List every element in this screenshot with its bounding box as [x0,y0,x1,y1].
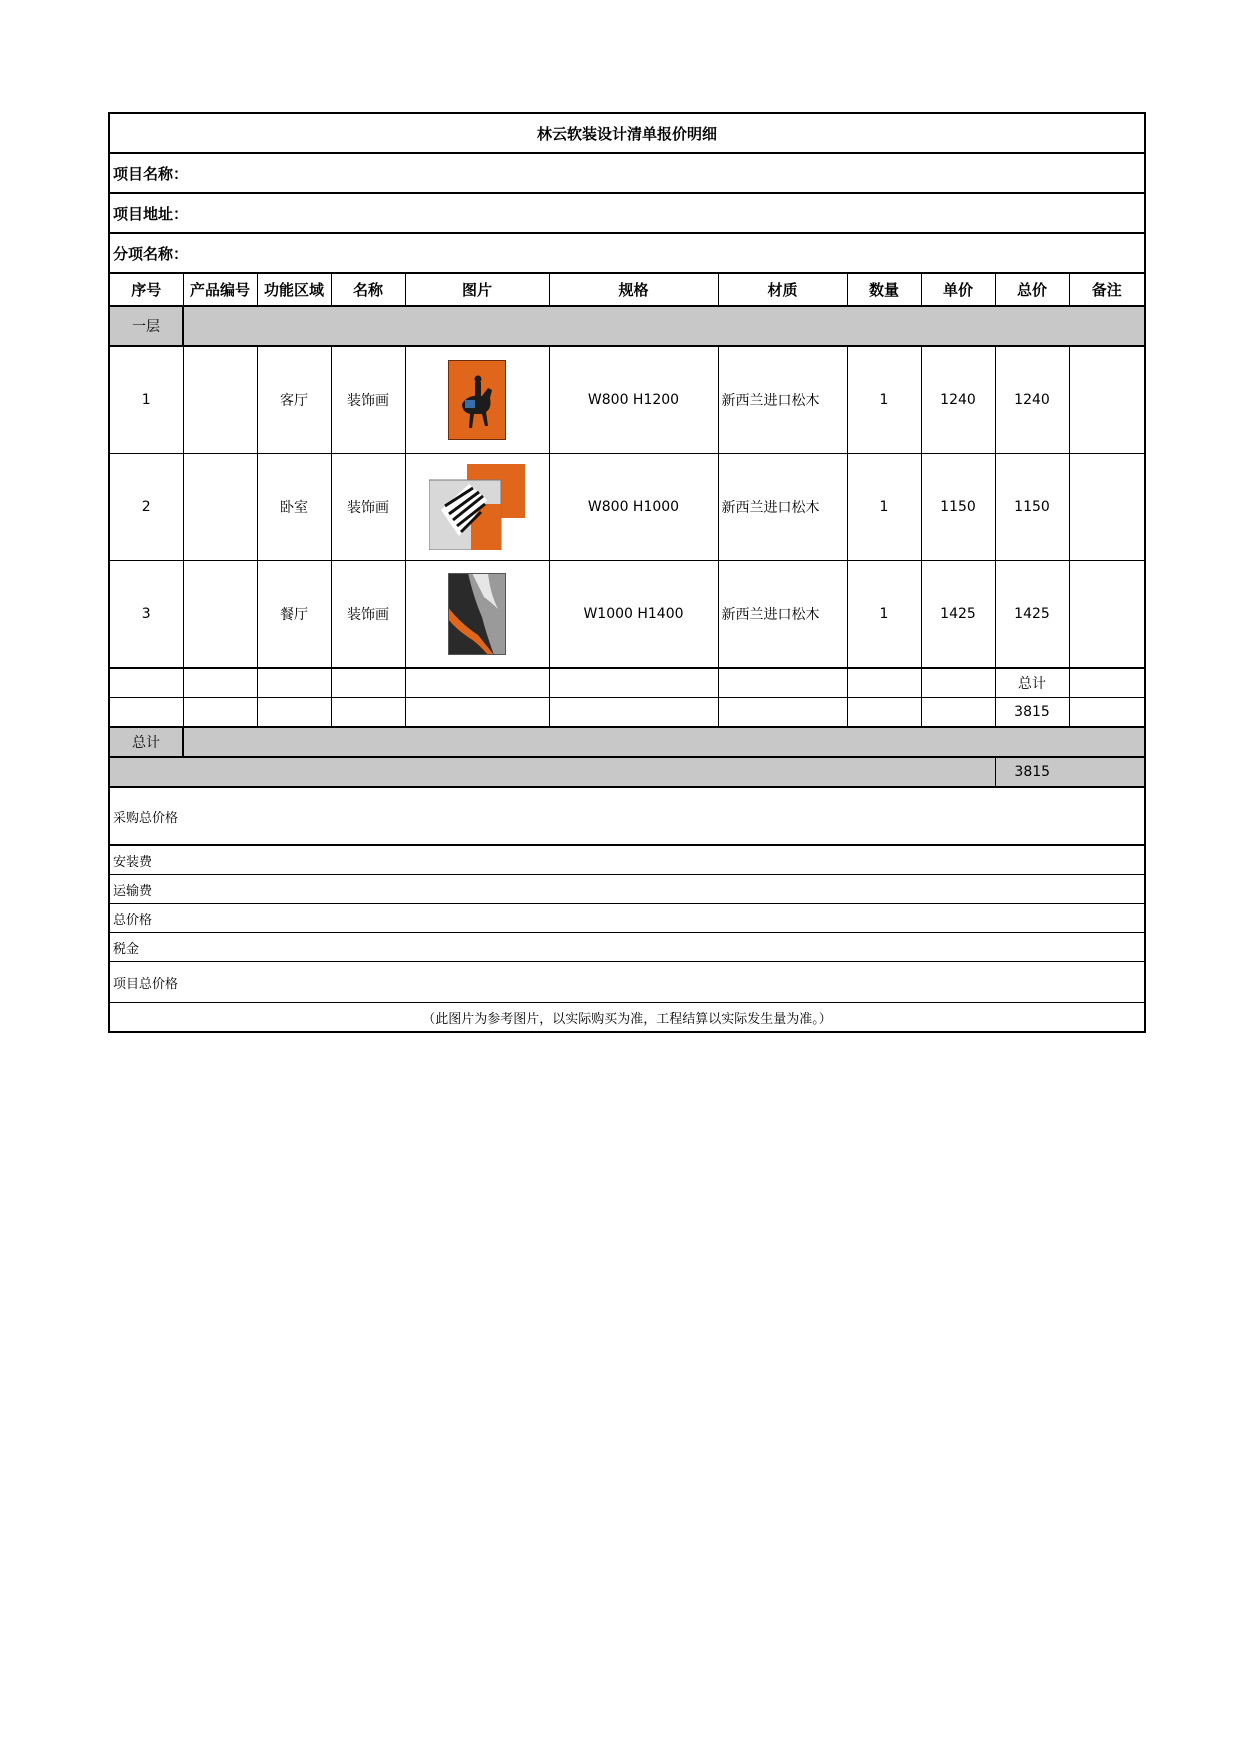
document-title: 林云软装设计清单报价明细 [109,113,1145,153]
total-label: 总计 [109,727,183,757]
row-material: 新西兰进口松木 [718,346,847,454]
total-value: 3815 [995,757,1069,787]
quotation-table [108,112,1146,1033]
header-row [109,273,1145,306]
header-unit-price: 单价 [921,273,995,306]
row-spec: W800 H1200 [549,346,718,454]
tax-row: 税金 [109,933,1145,962]
row-name: 装饰画 [331,346,405,454]
row-unit-price: 1150 [921,454,995,561]
header-code: 产品编号 [183,273,257,306]
header-material: 材质 [718,273,847,306]
row-total: 1425 [995,561,1069,669]
row-spec: W1000 H1400 [549,561,718,669]
row-note [1069,346,1145,454]
table-row [109,346,1145,454]
row-code [183,346,257,454]
horse-rider-painting-image [448,360,506,440]
row-image [405,346,549,454]
total-price-row: 总价格 [109,904,1145,933]
floor-band [183,306,1145,346]
row-qty: 1 [847,346,921,454]
header-total: 总价 [995,273,1069,306]
row-total: 1150 [995,454,1069,561]
subtotal-label-row [109,668,1145,698]
row-no: 3 [109,561,183,669]
quotation-sheet [108,112,1144,1033]
row-name: 装饰画 [331,561,405,669]
header-note: 备注 [1069,273,1145,306]
header-area: 功能区域 [257,273,331,306]
shipping-fee-row: 运输费 [109,875,1145,904]
sub-item-field: 分项名称： [109,233,1145,273]
row-image [405,454,549,561]
landscape-painting-image [448,573,506,655]
row-qty: 1 [847,561,921,669]
row-name: 装饰画 [331,454,405,561]
zebra-painting-image [429,464,525,550]
project-address-field: 项目地址： [109,193,1145,233]
reference-note: （此图片为参考图片，以实际购买为准，工程结算以实际发生量为准。） [109,1003,1145,1033]
row-note [1069,561,1145,669]
floor-row [109,306,1145,346]
total-row [109,727,1145,757]
project-total-row: 项目总价格 [109,962,1145,1003]
row-area: 客厅 [257,346,331,454]
row-material: 新西兰进口松木 [718,561,847,669]
row-area: 卧室 [257,454,331,561]
header-spec: 规格 [549,273,718,306]
purchase-total-row: 采购总价格 [109,787,1145,845]
subtotal-value: 3815 [995,698,1069,728]
row-code [183,561,257,669]
subtotal-value-row [109,698,1145,728]
header-name: 名称 [331,273,405,306]
row-code [183,454,257,561]
row-unit-price: 1240 [921,346,995,454]
floor-label: 一层 [109,306,183,346]
project-name-field: 项目名称： [109,153,1145,193]
table-row [109,454,1145,561]
subtotal-label: 总计 [995,668,1069,698]
row-material: 新西兰进口松木 [718,454,847,561]
install-fee-row: 安装费 [109,845,1145,875]
total-value-row [109,757,1145,787]
header-qty: 数量 [847,273,921,306]
row-qty: 1 [847,454,921,561]
row-image [405,561,549,669]
header-no: 序号 [109,273,183,306]
row-total: 1240 [995,346,1069,454]
row-no: 1 [109,346,183,454]
header-image: 图片 [405,273,549,306]
row-spec: W800 H1000 [549,454,718,561]
row-unit-price: 1425 [921,561,995,669]
row-no: 2 [109,454,183,561]
row-area: 餐厅 [257,561,331,669]
row-note [1069,454,1145,561]
table-row [109,561,1145,669]
